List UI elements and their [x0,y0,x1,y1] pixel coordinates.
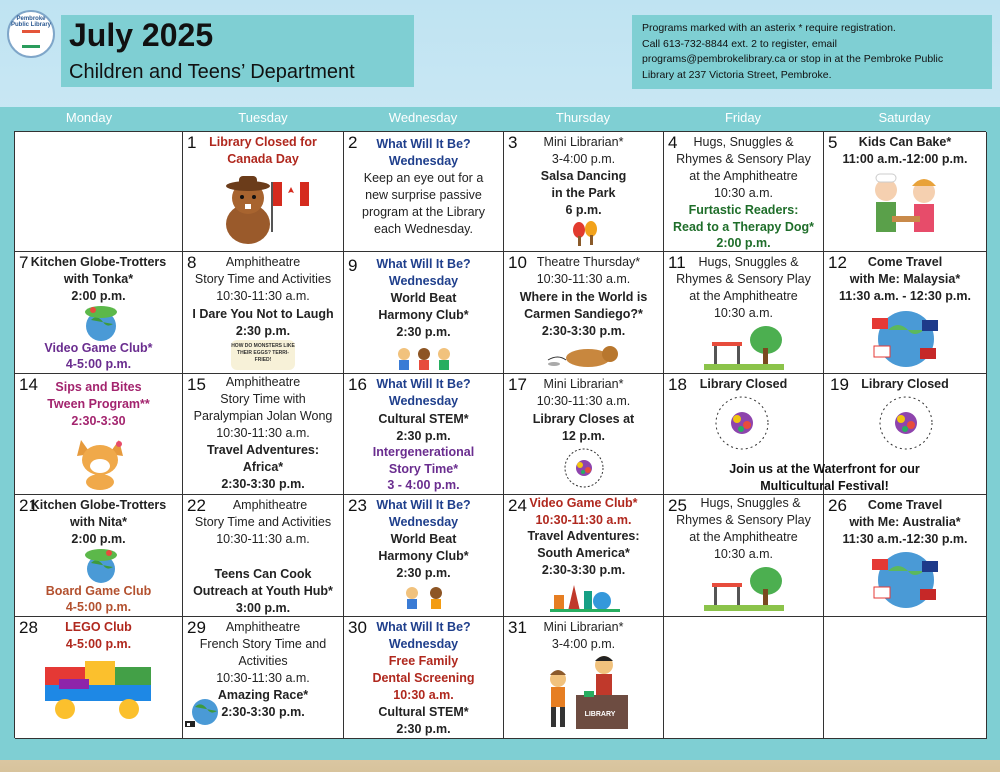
event-time: 10:30 a.m. [393,688,454,702]
calendar-cell-21[interactable] [15,495,183,617]
calendar-cell-14[interactable] [15,374,183,495]
event-detail: at the Amphitheatre [689,169,798,183]
event-title: Rhymes & Sensory Play [676,152,811,166]
event-time: 10:30 a.m. [713,306,774,320]
landmarks-icon [550,581,620,613]
event-time: 2:30-3:30 p.m. [541,563,626,577]
event-time: 10:30-11:30 a.m. [216,289,310,303]
librarian-desk-icon [540,653,630,733]
festival-note: Join us at the Waterfront for our [729,462,920,476]
event-time: 2:30-3:30 p.m. [541,324,626,338]
dog-treat-icon [75,434,125,490]
calendar-cell-22[interactable] [183,495,344,617]
event-title: Amphitheatre [225,620,301,634]
event-title: Cultural STEM* [378,705,469,719]
event-title: Travel Adventures: [206,443,320,457]
event-title: World Beat [390,532,457,546]
calendar-cell-26[interactable] [824,495,987,617]
event-detail: program at the Library [362,205,485,219]
event-title: Harmony Club* [378,549,469,563]
calendar-cell-9[interactable] [344,252,504,374]
event-detail: each Wednesday. [374,222,473,236]
calendar-cell-empty [664,617,824,739]
event-title: Activities [238,654,288,668]
festival-note: Multicultural Festival! [760,479,889,493]
calendar-cell-25[interactable] [664,495,824,617]
event-title: Hugs, Snuggles & [700,496,801,510]
event-title: Library Closed for [209,135,317,149]
calendar-cell-18[interactable] [664,374,824,495]
event-title: Outreach at Youth Hub* [193,584,333,598]
date-number: 26 [828,496,847,515]
date-number: 29 [187,618,206,637]
beaver-flag-icon [213,172,323,248]
event-title: Library Closed [861,377,949,391]
event-title: Travel Adventures: [527,529,640,543]
kids-baking-icon [862,172,952,248]
event-title: What Will It Be? [376,620,471,634]
event-title: Dental Screening [372,671,475,685]
library-sign: LIBRARY [584,711,616,718]
event-title: with Nita* [70,515,127,529]
event-time: 2:00 p.m. [71,289,126,303]
registration-info [632,15,992,89]
event-title: Read to a Therapy Dog* [673,220,814,234]
day-header-saturday: Saturday [878,110,931,125]
event-title: with Me: Malaysia* [849,272,961,286]
date-number: 14 [19,375,38,394]
date-number: 16 [348,375,367,394]
calendar-cell-23[interactable] [344,495,504,617]
event-title: Canada Day [227,152,299,166]
calendar-cell-empty [824,617,987,739]
event-time: 11:30 a.m. - 12:30 p.m. [838,289,971,303]
event-title: Mini Librarian* [543,620,624,634]
event-time: 2:30 p.m. [396,566,451,580]
calendar-cell-1[interactable] [183,132,344,252]
event-detail: at the Amphitheatre [689,530,798,544]
event-title: Wednesday [388,394,459,408]
info-line: programs@pembrokelibrary.ca or stop in at the Pembroke Public [642,53,944,65]
calendar-cell-30[interactable] [344,617,504,739]
event-time: 4-5:00 p.m. [65,637,132,651]
calendar-cell-15[interactable] [183,374,344,495]
event-time: 2:30-3:30 p.m. [221,705,305,719]
event-time: 3:00 p.m. [235,601,291,615]
event-time: 10:30-11:30 a.m. [216,532,310,546]
date-number: 5 [828,133,838,152]
calendar-cell-4[interactable] [664,132,824,252]
logo-text: Pembroke Public Library [10,16,51,28]
event-detail: at the Amphitheatre [689,289,798,303]
event-title: Wednesday [388,637,459,651]
date-number: 17 [508,375,527,394]
calendar-cell-2[interactable] [344,132,504,252]
globe-food-icon [79,304,123,342]
event-title: Story Time and Activities [194,272,332,286]
event-title: Amphitheatre [225,255,301,269]
event-title: Video Game Club* [529,496,638,510]
calendar-cell-10[interactable] [504,252,664,374]
date-number: 24 [508,496,527,515]
date-number: 21 [19,496,38,515]
calendar-grid [14,131,986,738]
event-title: What Will It Be? [376,257,471,271]
calendar-cell-29[interactable] [183,617,344,739]
event-title: What Will It Be? [376,137,471,151]
date-number: 30 [348,618,367,637]
event-title: Board Game Club [45,584,152,598]
event-time: 2:30-3:30 [71,414,126,428]
date-number: 8 [187,253,197,272]
event-title: with Me: Australia* [849,515,961,529]
event-title: Furtastic Readers: [688,203,799,217]
calendar-cell-16[interactable] [344,374,504,495]
event-detail: Keep an eye out for a [363,171,484,185]
date-number: 4 [668,133,678,152]
event-title: Rhymes & Sensory Play [676,272,811,286]
calendar-cell-31[interactable] [504,617,664,739]
event-title: What Will It Be? [376,498,471,512]
event-title: Africa* [242,460,284,474]
date-number: 11 [668,253,686,272]
calendar-cell-8[interactable] [183,252,344,374]
date-number: 3 [508,133,518,152]
date-number: 9 [348,256,358,275]
globe-flags-icon [864,308,948,370]
event-title: Paralympian Jolan Wong [193,409,333,423]
calendar-cell-24[interactable] [504,495,664,617]
event-title: Amphitheatre [232,498,308,512]
event-title: French Story Time and [199,637,327,651]
event-time: 10:30 a.m. [713,547,774,561]
event-time: 11:30 a.m.-12:30 p.m. [842,532,968,546]
event-time: 10:30-11:30 a.m. [535,513,632,527]
calendar-cell-5[interactable] [824,132,987,252]
event-title: I Dare You Not to Laugh [192,307,334,321]
event-title: Intergenerational [372,445,475,459]
event-title: Salsa Dancing [540,169,627,183]
maracas-icon [570,220,600,248]
day-header-wednesday: Wednesday [388,110,458,125]
festival-logo-icon [876,394,936,452]
event-time: 10:30-11:30 a.m. [216,671,310,685]
date-number: 12 [828,253,847,272]
event-time: 3-4:00 p.m. [551,152,616,166]
date-number: 2 [348,133,358,152]
festival-logo-icon [712,394,772,452]
date-number: 31 [508,618,527,637]
day-header-thursday: Thursday [555,110,611,125]
event-title: What Will It Be? [376,377,471,391]
event-title: Kitchen Globe-Trotters [30,255,167,269]
event-title: Teens Can Cook [214,567,312,581]
calendar-cell-12[interactable] [824,252,987,374]
event-title: Hugs, Snuggles & [698,255,799,269]
event-time: 3-4:00 p.m. [551,637,616,651]
event-time: 12 p.m. [561,429,606,443]
event-title: Cultural STEM* [378,412,469,426]
event-title: Come Travel [867,498,943,512]
event-title: Wednesday [388,274,459,288]
event-title: in the Park [551,186,616,200]
event-title: Video Game Club* [44,341,153,355]
event-title: LEGO Club [65,620,132,634]
event-title: South America* [537,546,630,560]
event-title: Free Family [388,654,459,668]
event-title: Library Closes at [532,412,635,426]
calendar-cell-empty [15,132,183,252]
event-title: Wednesday [388,154,459,168]
event-title: Harmony Club* [378,308,469,322]
event-title: Kids Can Bake* [858,135,952,149]
event-time: 10:30-11:30 a.m. [216,426,310,440]
event-time: 11:00 a.m.-12:00 p.m. [842,152,968,166]
kids-music-icon [400,583,450,611]
info-line: Library at 237 Victoria Street, Pembroke. [642,68,832,81]
globe-flags-icon [864,549,948,611]
date-number: 19 [830,375,849,394]
date-number: 15 [187,375,206,394]
event-title: Where in the World is [519,290,648,304]
event-title: World Beat [390,291,457,305]
event-title: Sips and Bites [55,380,142,394]
date-number: 18 [668,375,687,394]
event-title: Library Closed [699,377,788,391]
calendar-cell-28[interactable] [15,617,183,739]
event-time: 4-5:00 p.m. [65,357,132,371]
event-title: Theatre Thursday* [536,255,641,269]
event-title: Carmen Sandiego?* [524,307,643,321]
playground-icon [704,563,784,611]
event-title: Rhymes & Sensory Play [676,513,811,527]
kids-music-icon [394,344,454,372]
event-title: Amazing Race* [217,688,309,702]
date-number: 10 [508,253,527,272]
dog-detective-icon [544,342,624,370]
festival-logo-icon [562,446,606,490]
day-header-monday: Monday [65,110,113,125]
event-title: Wednesday [388,515,459,529]
calendar-cell-17[interactable] [504,374,664,495]
event-time: 10:30-11:30 a.m. [536,272,631,286]
event-time: 2:00 p.m. [71,532,126,546]
playground-icon [704,322,784,370]
event-time: 2:30 p.m. [396,325,451,339]
event-title: Story Time* [388,462,459,476]
event-time: 2:30 p.m. [396,722,451,736]
event-title: Mini Librarian* [543,135,624,149]
lego-car-icon [39,657,159,725]
event-title: Amphitheatre [225,375,301,389]
date-number: 25 [668,496,687,515]
date-number: 28 [19,618,38,637]
date-number: 23 [348,496,367,515]
event-time: 2:30 p.m. [396,429,451,443]
event-time: 6 p.m. [565,203,602,217]
calendar-cell-19[interactable] [824,374,987,495]
book-icon [22,30,40,48]
event-time: 2:30 p.m. [235,324,291,338]
event-title: Story Time with [220,392,306,406]
event-time: 4-5:00 p.m. [65,600,132,614]
library-logo [7,10,55,58]
event-title: with Tonka* [63,272,134,286]
event-detail: new surprise passive [365,188,482,202]
header-box [61,15,414,87]
event-time: 2:30-3:30 p.m. [221,477,305,491]
page-subtitle: Children and Teens’ Department [69,61,355,83]
event-title: Story Time and Activities [194,515,332,529]
day-header-friday: Friday [724,110,762,125]
event-time: 10:30-11:30 a.m. [536,394,631,408]
race-globe-icon [185,695,225,729]
calendar-cell-3[interactable] [504,132,664,252]
info-line: Call 613-732-8844 ext. 2 to register, email [642,37,837,50]
joke-image: HOW DO MONSTERS LIKE THEIR EGGS? TERRI-FRIED! [231,340,295,370]
date-number: 7 [19,253,29,272]
event-time: 3 - 4:00 p.m. [387,478,460,492]
event-title: Come Travel [867,255,943,269]
event-title: Hugs, Snuggles & [693,135,794,149]
page-title: July 2025 [69,17,214,53]
event-time: 10:30 a.m. [713,186,774,200]
event-title: Tween Program** [47,397,150,411]
day-header-tuesday: Tuesday [238,110,288,125]
event-title: Kitchen Globe-Trotters [30,498,167,512]
date-number: 1 [187,133,197,152]
event-title: Mini Librarian* [543,377,624,391]
globe-food-icon [79,547,123,583]
calendar-cell-11[interactable] [664,252,824,374]
date-number: 22 [187,496,206,515]
event-time: 2:00 p.m. [716,236,771,250]
info-line: Programs marked with an asterix * require registration. [642,22,896,34]
calendar-cell-7[interactable] [15,252,183,374]
